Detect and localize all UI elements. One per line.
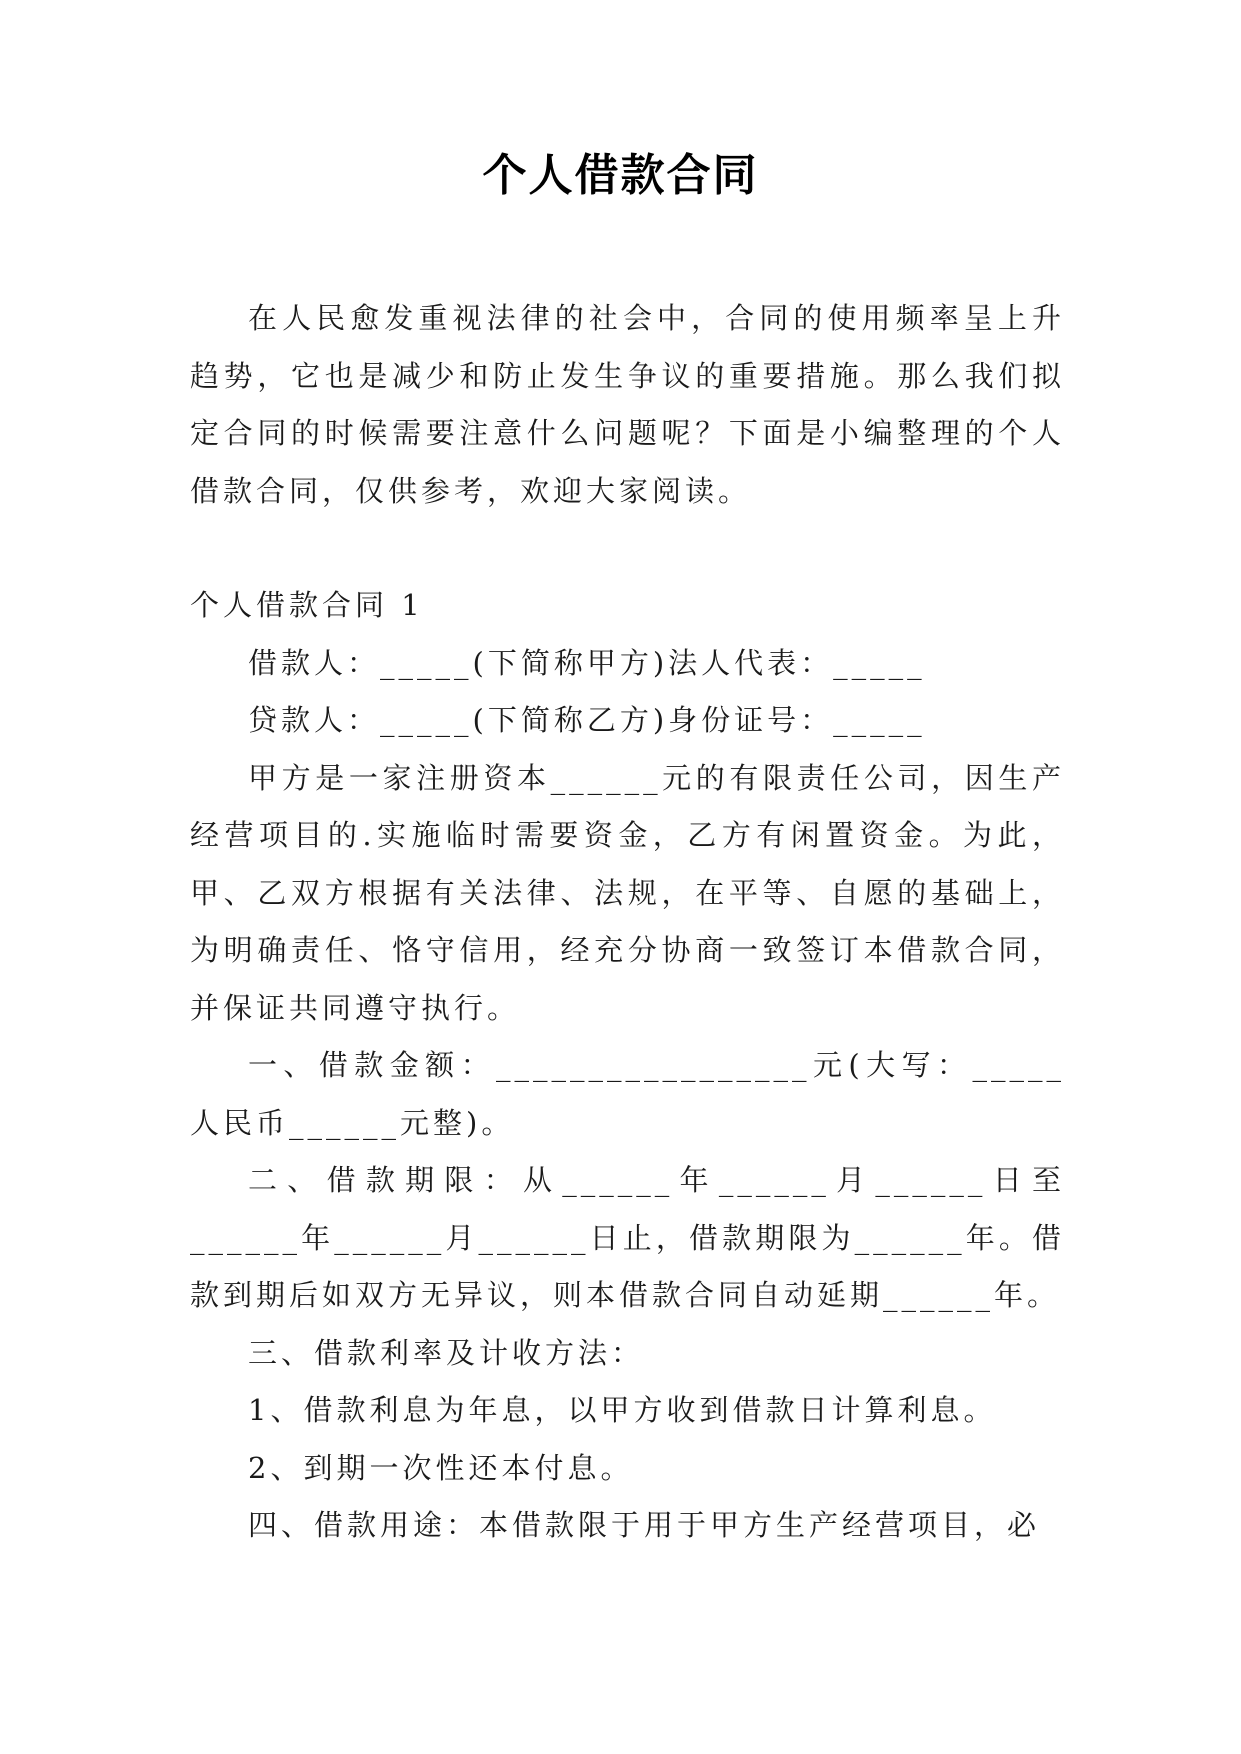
clause-term: 二、借款期限：从______年______月______日至______年______月______日止，借款期限为______年。借款到期后如双方无异议，则本借款合同自动延期______年。 (190, 1163, 1065, 1312)
section-heading: 个人借款合同 1 (190, 588, 424, 622)
paragraph-gap (190, 520, 1065, 577)
intro-paragraph: 在人民愈发重视法律的社会中，合同的使用频率呈上升趋势，它也是减少和防止发生争议的重要措施。那么我们拟定合同的时候需要注意什么问题呢？下面是小编整理的个人借款合同，仅供参考，欢迎大家阅读。 (190, 301, 1065, 508)
document-body (190, 290, 1065, 1555)
background-paragraph: 甲方是一家注册资本______元的有限责任公司，因生产经营项目的.实施临时需要资金，乙方有闲置资金。为此，甲、乙双方根据有关法律、法规，在平等、自愿的基础上，为明确责任、恪守信用，经充分协商一致签订本借款合同，并保证共同遵守执行。 (190, 760, 1065, 1025)
clause-interest-heading: 三、借款利率及计收方法： (248, 1335, 645, 1370)
clause-purpose: 四、借款用途：本借款限于用于甲方生产经营项目，必 (248, 1508, 1041, 1542)
borrower-line: 借款人：_____(下简称甲方)法人代表：_____ (248, 645, 926, 680)
lender-line: 贷款人：_____(下简称乙方)身份证号：_____ (248, 703, 926, 737)
document-title: 个人借款合同 (482, 150, 759, 201)
clause-interest-item-2: 2、到期一次性还本付息。 (248, 1450, 634, 1485)
clause-amount: 一、借款金额：_________________元(大写：_____人民币______元整)。 (190, 1048, 1065, 1140)
clause-interest-item-1: 1、借款利息为年息，以甲方收到借款日计算利息。 (248, 1393, 997, 1427)
